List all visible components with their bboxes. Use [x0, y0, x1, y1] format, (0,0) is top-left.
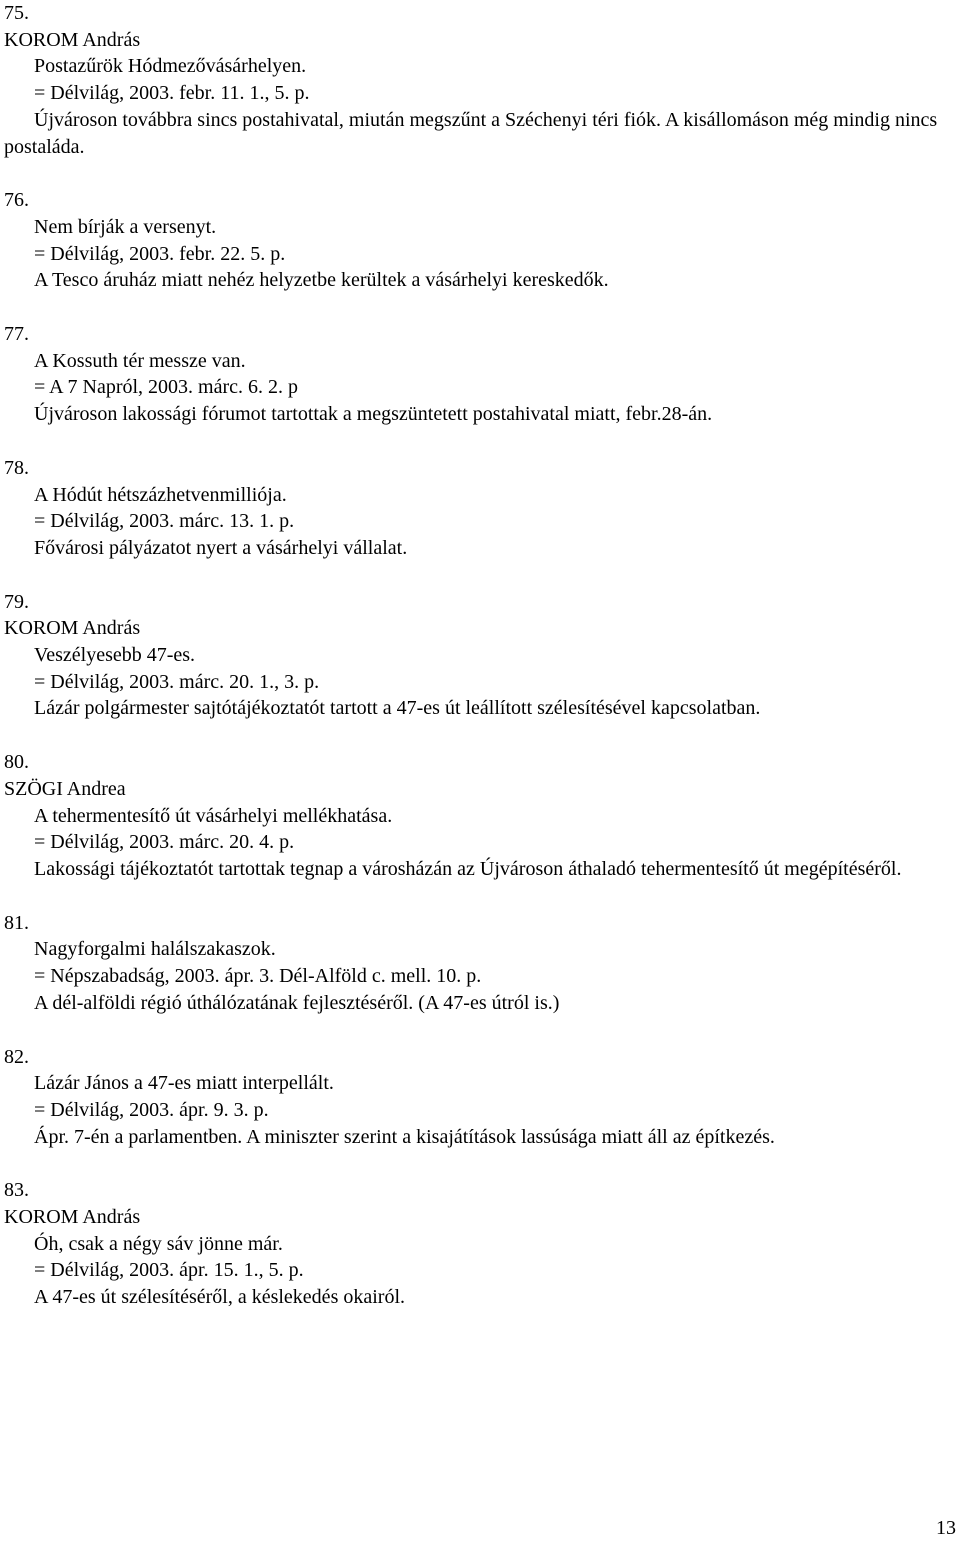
bibliography-entry — [4, 321, 954, 428]
bibliography-entry — [4, 910, 954, 1017]
entry-number: 79. — [4, 590, 29, 613]
entry-source: = Délvilág, 2003. febr. 22. 5. p. — [34, 242, 286, 265]
entry-author: KOROM András — [4, 617, 141, 640]
bibliography-entry — [4, 0, 954, 160]
entry-title: Nagyforgalmi halálszakaszok. — [34, 938, 276, 961]
entry-summary: A 47-es út szélesítéséről, a késlekedés okairól. — [34, 1286, 405, 1309]
entry-summary: Újvároson továbbra sincs postahivatal, miután megszűnt a Széchenyi téri fiók. A kisállomáson még mindig nincs postaláda. — [4, 108, 938, 158]
entry-author: SZÖGI Andrea — [4, 777, 126, 800]
entry-source: = Délvilág, 2003. ápr. 9. 3. p. — [34, 1098, 269, 1121]
entry-number: 76. — [4, 189, 29, 212]
entry-summary: A Tesco áruház miatt nehéz helyzetbe kerültek a vásárhelyi kereskedők. — [34, 269, 609, 292]
entry-number: 78. — [4, 456, 29, 479]
entry-source: = Délvilág, 2003. márc. 20. 1., 3. p. — [34, 670, 320, 693]
entry-author: KOROM András — [4, 28, 141, 51]
entry-title: Lázár János a 47-es miatt interpellált. — [34, 1072, 334, 1095]
bibliography-entry — [4, 187, 954, 294]
entry-number: 80. — [4, 751, 29, 774]
entry-title: Óh, csak a négy sáv jönne már. — [34, 1232, 283, 1255]
entry-title: Nem bírják a versenyt. — [34, 215, 217, 238]
entry-number: 83. — [4, 1179, 29, 1202]
entry-title: A Kossuth tér messze van. — [34, 349, 246, 372]
bibliography-entry — [4, 589, 954, 723]
entry-source: = Délvilág, 2003. márc. 13. 1. p. — [34, 510, 295, 533]
entry-number: 82. — [4, 1045, 29, 1068]
bibliography-entry — [4, 1177, 954, 1311]
entry-summary: A dél-alföldi régió úthálózatának fejlesztéséről. (A 47-es útról is.) — [34, 991, 560, 1014]
entry-title: A tehermentesítő út vásárhelyi mellékhatása. — [34, 804, 393, 827]
entry-summary: Lázár polgármester sajtótájékoztatót tartott a 47-es út leállított szélesítésével kapcsolatban. — [34, 697, 761, 720]
entry-title: Postazűrök Hódmezővásárhelyen. — [34, 55, 307, 78]
bibliography-list — [4, 0, 954, 1311]
entry-number: 75. — [4, 2, 29, 24]
bibliography-entry — [4, 749, 954, 883]
entry-source: = A 7 Napról, 2003. márc. 6. 2. p — [34, 376, 299, 399]
entry-number: 77. — [4, 323, 29, 346]
entry-summary: Újvároson lakossági fórumot tartottak a megszüntetett postahivatal miatt, febr.28-án. — [34, 403, 713, 426]
bibliography-entry — [4, 1044, 954, 1151]
entry-summary: Fővárosi pályázatot nyert a vásárhelyi vállalat. — [34, 536, 408, 559]
entry-summary: Lakossági tájékoztatót tartottak tegnap a városházán az Újvároson áthaladó tehermentesítő út megépítéséről. — [34, 857, 902, 880]
entry-summary: Ápr. 7-én a parlamentben. A miniszter szerint a kisajátítások lassúsága miatt áll az építkezés. — [34, 1125, 775, 1148]
entry-source: = Népszabadság, 2003. ápr. 3. Dél-Alföld c. mell. 10. p. — [34, 965, 482, 988]
entry-number: 81. — [4, 911, 29, 934]
entry-author: KOROM András — [4, 1206, 141, 1229]
entry-title: A Hódút hétszázhetvenmilliója. — [34, 483, 287, 506]
entry-title: Veszélyesebb 47-es. — [34, 644, 196, 667]
entry-source: = Délvilág, 2003. márc. 20. 4. p. — [34, 831, 295, 854]
bibliography-entry — [4, 455, 954, 562]
entry-source: = Délvilág, 2003. ápr. 15. 1., 5. p. — [34, 1259, 304, 1282]
page-number: 13 — [936, 1517, 956, 1539]
entry-source: = Délvilág, 2003. febr. 11. 1., 5. p. — [34, 82, 310, 105]
